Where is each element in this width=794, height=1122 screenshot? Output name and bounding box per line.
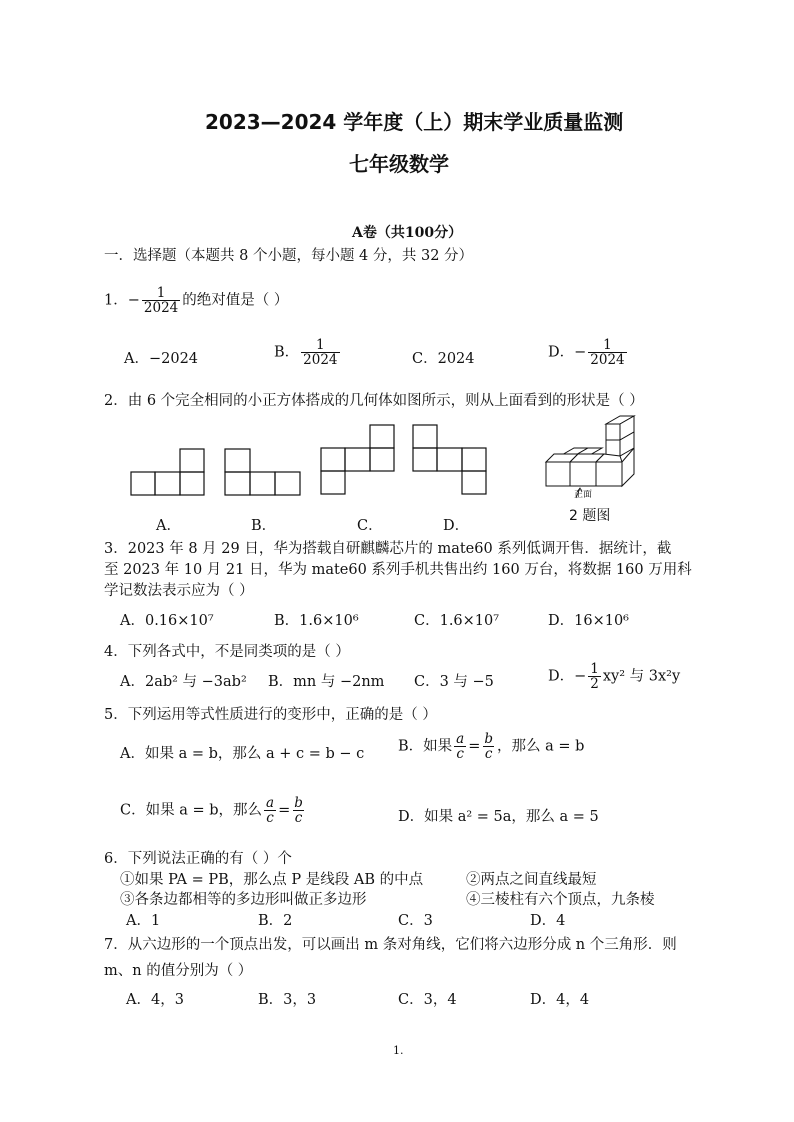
q2-option-c-figure <box>320 424 396 496</box>
q4-stem: 4．下列各式中，不是同类项的是（ ） <box>104 644 350 660</box>
q3-option-b: B．1.6×10⁶ <box>274 613 359 629</box>
q4-d-num: 1 <box>590 661 599 677</box>
q2-stem: 2．由 6 个完全相同的小正方体搭成的几何体如图所示，则从上面看到的形状是（ ） <box>104 393 644 409</box>
q5-b-fraction-left <box>454 732 466 761</box>
q1-fraction <box>142 286 180 315</box>
q5-b-right-num: b <box>484 731 494 747</box>
q1-suffix: 的绝对值是（ ） <box>182 292 289 309</box>
q2-front-label: 正面 <box>574 490 593 500</box>
q1-d-den: 2024 <box>590 352 625 369</box>
q4-d-den: 2 <box>590 676 599 693</box>
q1-frac-den: 2024 <box>143 300 179 317</box>
q5-option-a: A．如果 a = b，那么 a + c = b − c <box>120 746 365 762</box>
q3-line-3: 学记数法表示应为（ ） <box>104 583 254 599</box>
q5-stem: 5．下列运用等式性质进行的变形中，正确的是（ ） <box>104 707 437 723</box>
q6-option-d: D．4 <box>530 913 566 929</box>
q2-label-b: B． <box>251 518 277 534</box>
q1-option-b <box>274 338 342 367</box>
q5-c-prefix: C．如果 a = b，那么 <box>120 802 262 819</box>
q3-option-c: C．1.6×10⁷ <box>414 613 500 629</box>
q7-option-a: A．4，3 <box>126 992 184 1008</box>
q3-option-a: A．0.16×10⁷ <box>120 613 214 629</box>
q7-option-d: D．4，4 <box>530 992 590 1008</box>
q7-option-b: B．3，3 <box>258 992 317 1008</box>
q1-option-d <box>548 338 629 367</box>
q1-option-d-fraction <box>588 338 626 367</box>
q4-d-suffix: xy² 与 3x²y <box>602 668 681 685</box>
q5-c-right-num: b <box>294 795 303 811</box>
q6-statement-3: ③各条边都相等的多边形叫做正多边形 <box>120 892 367 908</box>
q5-option-c: C．如果 a = b，那么 $\frac{a}{c}$ = $\frac{b}{c}$ <box>120 795 303 827</box>
q6-statement-2: ②两点之间直线最短 <box>466 872 597 888</box>
q3-line-1: 3．2023 年 8 月 29 日，华为搭载自研麒麟芯片的 mate60 系列低调开售．据统计，截 <box>104 541 672 557</box>
q3-option-d: D．16×10⁶ <box>548 613 629 629</box>
part1-heading: 一．选择题（本题共 8 个小题，每小题 4 分，共 32 分） <box>104 248 474 264</box>
minus-sign: − <box>127 292 140 309</box>
section-a-heading: A卷（共100分） <box>352 225 463 241</box>
q5-b-left-den: c <box>456 746 464 763</box>
q1-b-den: 2024 <box>303 352 338 369</box>
q2-figure-caption: 2 题图 <box>569 508 611 524</box>
q6-statement-1: ①如果 PA = PB，那么点 P 是线段 AB 的中点 <box>120 872 424 888</box>
q6-stem: 6．下列说法正确的有（ ）个 <box>104 851 292 867</box>
q4-option-a: A．2ab² 与 −3ab² <box>120 674 247 690</box>
q6-option-a: A．1 <box>126 913 161 929</box>
q5-b-left-num: a <box>456 731 465 747</box>
q5-option-b: B．如果 $\frac{a}{c}$ = $\frac{b}{c}$ ，那么 a = b <box>398 731 585 763</box>
q1-option-d-label: D．− <box>548 344 587 361</box>
q7-line-1: 7．从六边形的一个顶点出发，可以画出 m 条对角线，它们将六边形分成 n 个三角形．则 <box>104 937 677 953</box>
q6-option-c: C．3 <box>398 913 433 929</box>
q7-option-c: C．3，4 <box>398 992 457 1008</box>
q1-b-num: 1 <box>316 337 325 353</box>
q5-c-fraction-right <box>292 796 305 825</box>
q4-option-c: C．3 与 −5 <box>414 674 494 690</box>
q3-line-2: 至 2023 年 10 月 21 日，华为 mate60 系列手机共售出约 160 万台，将数据 160 万用科 <box>104 562 692 578</box>
q5-b-suffix: ，那么 a = b <box>497 738 585 755</box>
page-title: 2023—2024 学年度（上）期末学业质量监测 <box>205 110 624 134</box>
q4-option-d <box>548 662 680 691</box>
q5-c-right-den: c <box>294 810 303 827</box>
q6-option-b: B．2 <box>258 913 293 929</box>
q2-option-a-figure <box>130 448 206 496</box>
q2-option-b-figure <box>224 448 302 496</box>
q5-b-prefix: B．如果 <box>398 738 453 755</box>
q5-option-d: D．如果 a² = 5a，那么 a = 5 <box>398 809 599 825</box>
q1-d-num: 1 <box>603 337 612 353</box>
q1-frac-num: 1 <box>156 285 166 301</box>
page-number: 1. <box>393 1044 404 1057</box>
q1-option-a: A．−2024 <box>124 351 199 367</box>
q1-option-b-label: B． <box>274 344 300 361</box>
page-subtitle: 七年级数学 <box>349 152 449 176</box>
q1-option-b-fraction <box>301 338 339 367</box>
q2-label-d: D． <box>443 518 470 534</box>
q7-line-2: m、n 的值分别为（ ） <box>104 963 253 979</box>
q5-b-right-den: c <box>484 746 493 763</box>
q5-c-left-num: a <box>266 795 275 811</box>
q5-b-fraction-right <box>482 732 495 761</box>
q5-c-fraction-left <box>264 796 276 825</box>
q4-d-fraction <box>588 662 601 691</box>
q4-d-prefix: D．− <box>548 668 587 685</box>
q6-statement-4: ④三棱柱有六个顶点，九条棱 <box>466 892 655 908</box>
q2-label-c: C． <box>357 518 383 534</box>
q5-c-left-den: c <box>266 810 274 827</box>
q1-number: 1． <box>104 292 128 309</box>
q4-option-b: B．mn 与 −2nm <box>268 674 385 690</box>
q1-stem <box>104 286 288 315</box>
q2-option-d-figure <box>412 424 488 496</box>
q2-label-a: A． <box>156 518 181 534</box>
q1-option-c: C．2024 <box>412 351 475 367</box>
